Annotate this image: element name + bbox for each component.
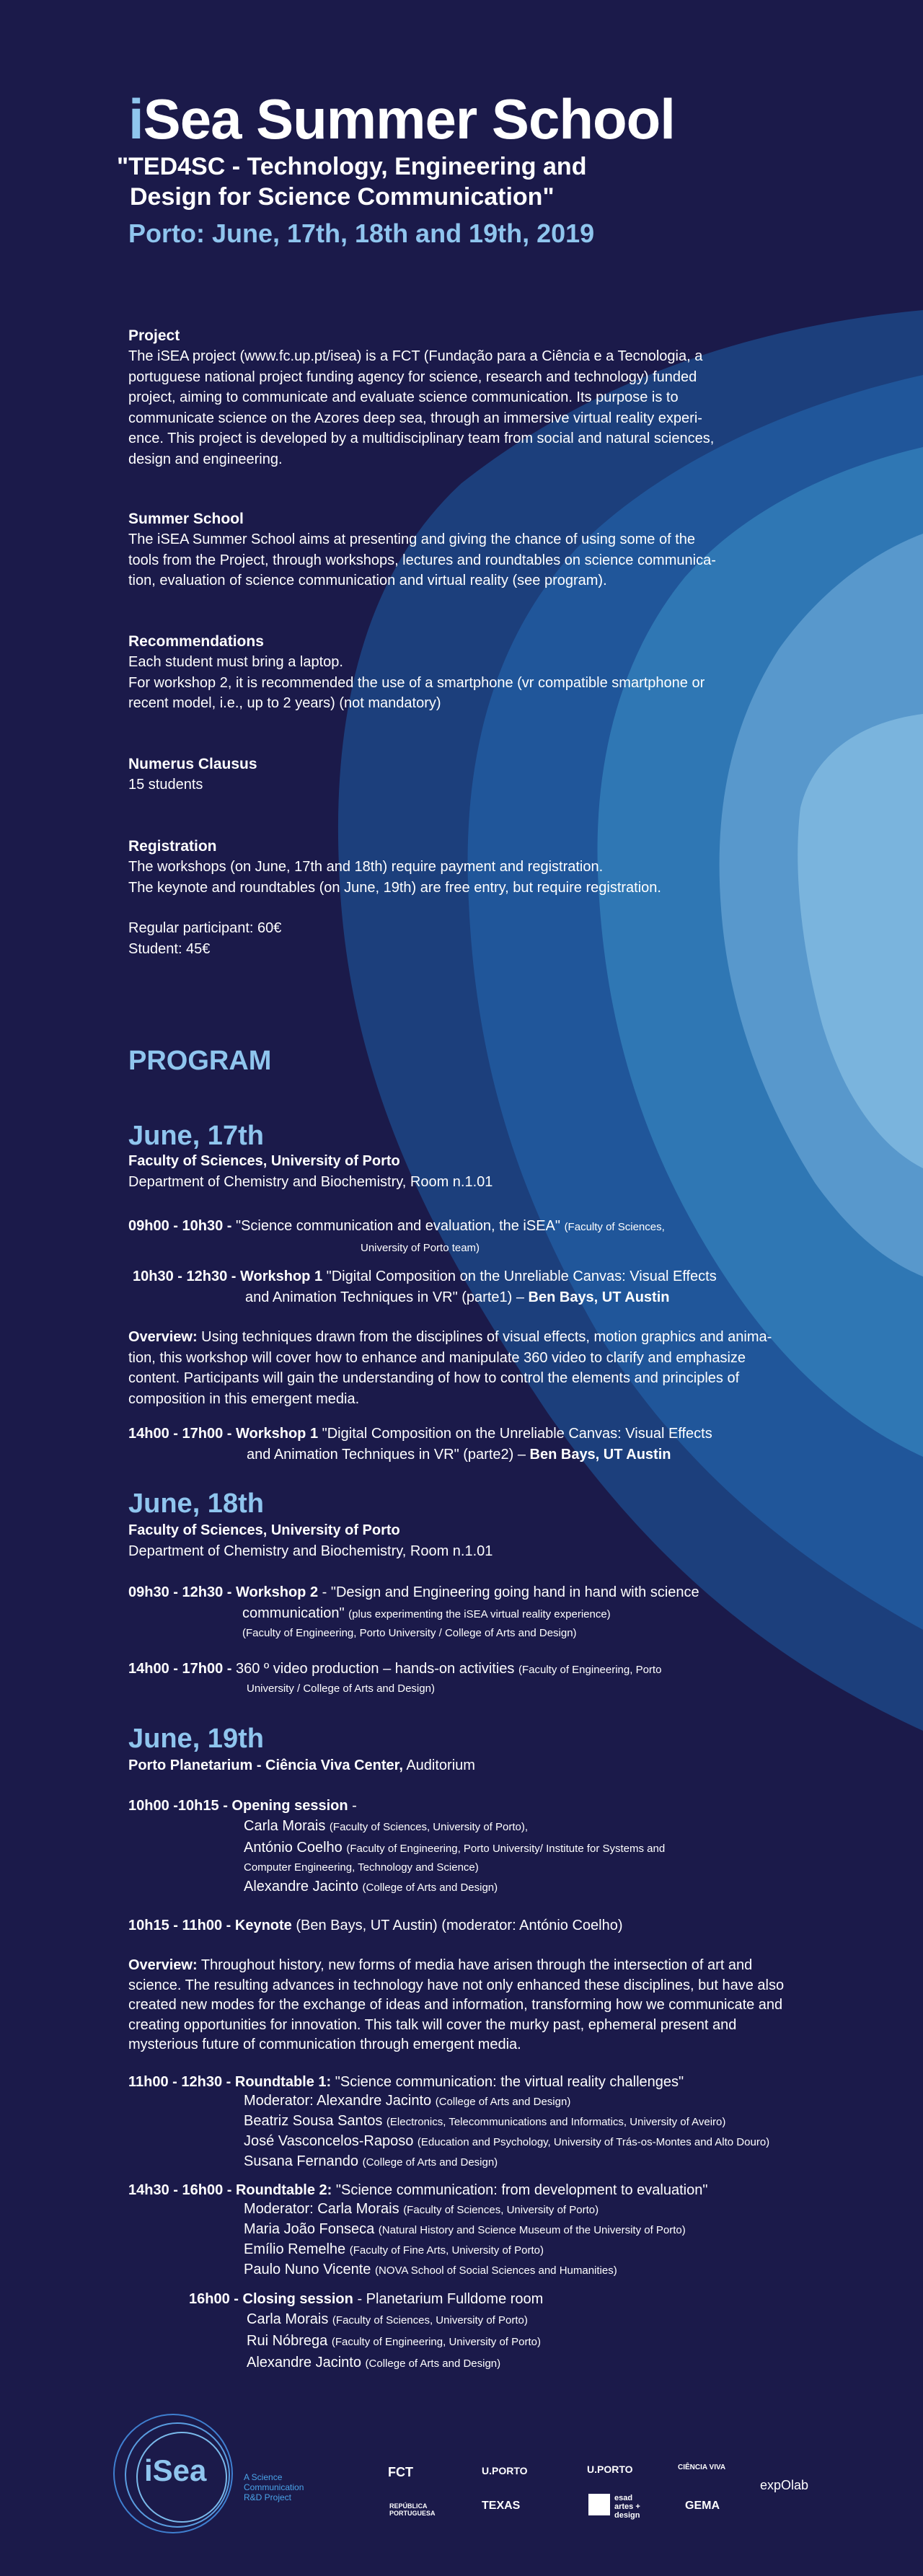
overview-line: science. The resulting advances in technology have not only enhanced these disciplines, but have also	[128, 1977, 785, 1993]
price-regular: Regular participant: 60€	[128, 920, 282, 936]
participant-affiliation: (Faculty of Engineering, University of Porto)	[331, 2336, 541, 2348]
participant-affiliation: (College of Arts and Design)	[435, 2096, 571, 2108]
participant-affiliation: (Education and Psychology, University of Trás-os-Montes and Alto Douro)	[417, 2136, 770, 2148]
overview-line: composition in this emergent media.	[128, 1390, 360, 1407]
section-heading: Recommendations	[128, 633, 264, 650]
overview-label: Overview:	[128, 1957, 198, 1973]
day1-overview	[128, 1327, 772, 1409]
session-note: University / College of Arts and Design)	[247, 1682, 435, 1695]
session-title: "Science communication: from development to evaluation"	[335, 2182, 708, 2198]
day3-venue-name: Porto Planetarium - Ciência Viva Center,	[128, 1757, 403, 1773]
session-title: 360 º video production – hands-on activities	[235, 1661, 515, 1677]
section-heading: Registration	[128, 838, 217, 855]
session-dash: -	[352, 1798, 357, 1814]
participant-name: António Coelho	[244, 1840, 343, 1856]
day1-title: June, 17th	[128, 1121, 264, 1151]
day3-overview	[128, 1956, 784, 2055]
session-speaker: Ben Bays, UT Austin	[529, 1446, 671, 1463]
overview-line: Throughout history, new forms of media have arisen through the intersection of art and	[200, 1957, 753, 1973]
session-note: (Faculty of Sciences,	[564, 1221, 665, 1233]
title-i: i	[128, 87, 143, 151]
event-dates: Porto: June, 17th, 18th and 19th, 2019	[128, 219, 595, 248]
body-line: tion, evaluation of science communication and virtual reality (see program).	[128, 573, 607, 588]
body-line: recent model, i.e., up to 2 years) (not mandatory)	[128, 695, 441, 711]
session-title: "Science communication and evaluation, the iSEA"	[235, 1218, 560, 1234]
participant-affiliation: (College of Arts and Design)	[362, 1882, 498, 1894]
participant-affiliation: Computer Engineering, Technology and Science)	[244, 1861, 479, 1874]
participant-affiliation: (Faculty of Sciences, University of Porto)	[403, 2204, 599, 2216]
uporto-feup-logo: U.PORTO	[587, 2463, 633, 2475]
overview-line: content. Participants will gain the understanding of how to control the elements and principles of	[128, 1370, 740, 1386]
session-title: communication"	[242, 1605, 345, 1621]
session-label: Opening session	[231, 1798, 348, 1814]
session-note: University of Porto team)	[361, 1241, 480, 1254]
session-title: "Digital Composition on the Unreliable Canvas: Visual Effects	[322, 1426, 712, 1442]
body-line: portuguese national project funding agency for science, research and technology) funded	[128, 369, 697, 385]
isea-logo	[108, 2409, 238, 2538]
session-label: Closing session	[242, 2291, 353, 2307]
session-label: Workshop 2	[235, 1584, 319, 1600]
session-title: (Ben Bays, UT Austin) (moderator: António Coelho)	[296, 1918, 623, 1933]
body-line: project, aiming to communicate and evaluate science communication. Its purpose is to	[128, 389, 679, 405]
overview-line: Using techniques drawn from the disciplines of visual effects, motion graphics and anima-	[201, 1329, 772, 1345]
esad-logo-mark	[588, 2494, 610, 2515]
overview-line: creating opportunities for innovation. This talk will cover the murky past, ephemeral present and	[128, 2016, 737, 2033]
overview-line: mysterious future of communication through emergent media.	[128, 2037, 521, 2052]
section-summer-school	[128, 509, 716, 591]
participant-affiliation: (Natural History and Science Museum of the University of Porto)	[378, 2224, 686, 2236]
body-line: For workshop 2, it is recommended the use of a smartphone (vr compatible smartphone or	[128, 674, 705, 691]
session-title: and Animation Techniques in VR" (parte1) –	[245, 1289, 524, 1305]
session-title: and Animation Techniques in VR" (parte2) –	[247, 1446, 526, 1463]
body-line: design and engineering.	[128, 451, 283, 467]
participant-affiliation: (College of Arts and Design)	[362, 2156, 498, 2169]
participant-affiliation: (Faculty of Fine Arts, University of Porto)	[349, 2244, 544, 2257]
participant-name: Susana Fernando	[244, 2153, 359, 2169]
day2-session2	[128, 1659, 661, 1697]
participant-name: Alexandre Jacinto	[244, 1879, 358, 1894]
section-recommendations	[128, 632, 705, 714]
explab-logo: expOlab	[760, 2478, 809, 2492]
day1-room: Department of Chemistry and Biochemistry, Room n.1.01	[128, 1173, 493, 1190]
session-time: 14h30 - 16h00 -	[128, 2182, 232, 2198]
tagline-line: Communication	[244, 2482, 304, 2492]
participant-name: Maria João Fonseca	[244, 2221, 375, 2237]
day3-roundtable1	[128, 2073, 769, 2172]
body-line: The keynote and roundtables (on June, 19th) are free entry, but require registration.	[128, 879, 661, 896]
session-time: 11h00 - 12h30 -	[128, 2074, 231, 2090]
subtitle-line: Design for Science Communication"	[130, 183, 555, 211]
moderator: Moderator: Alexandre Jacinto	[244, 2093, 432, 2109]
price-student: Student: 45€	[128, 940, 211, 957]
participant-name: Paulo Nuno Vicente	[244, 2262, 371, 2277]
day2-session1	[128, 1582, 699, 1642]
esad-logo: esad artes + design	[614, 2494, 640, 2520]
day1-session1	[128, 1216, 665, 1258]
participant-affiliation: (Electronics, Telecommunications and Informatics, University of Aveiro)	[386, 2116, 726, 2128]
participant-name: Beatriz Sousa Santos	[244, 2113, 383, 2129]
section-heading: Summer School	[128, 511, 244, 527]
uporto-logo: U.PORTO	[482, 2465, 528, 2476]
session-time: 09h00 - 10h30 -	[128, 1218, 232, 1234]
session-title: - "Design and Engineering going hand in hand with science	[322, 1584, 699, 1600]
session-label: Roundtable 2:	[235, 2182, 332, 2198]
body-line: The iSEA Summer School aims at presenting and giving the chance of using some of the	[128, 531, 695, 547]
day3-opening	[128, 1796, 665, 1898]
session-label: Workshop 1	[239, 1269, 323, 1284]
participant-name: José Vasconcelos-Raposo	[244, 2133, 414, 2149]
section-registration	[128, 837, 661, 959]
session-note: (Faculty of Engineering, Porto University / College of Arts and Design)	[242, 1627, 577, 1639]
session-label: Workshop 1	[235, 1426, 319, 1442]
tagline-line: A Science	[244, 2472, 283, 2482]
body-line: communicate science on the Azores deep sea, through an immersive virtual reality experi-	[128, 410, 702, 426]
program-heading: PROGRAM	[128, 1046, 272, 1076]
day2-venue-block	[128, 1520, 493, 1561]
subtitle-line: "TED4SC - Technology, Engineering and	[117, 153, 587, 180]
isea-tagline	[244, 2472, 304, 2502]
day1-session3	[128, 1424, 712, 1465]
section-project	[128, 326, 714, 469]
session-time: 14h00 - 17h00 -	[128, 1426, 232, 1442]
day1-venue-block	[128, 1151, 493, 1192]
poster-subtitle	[117, 151, 586, 212]
session-speaker: Ben Bays, UT Austin	[528, 1289, 670, 1305]
session-label: Keynote	[234, 1918, 292, 1933]
participant-name: Alexandre Jacinto	[247, 2355, 361, 2370]
body-line: tools from the Project, through workshops, lectures and roundtables on science communica-	[128, 552, 716, 568]
participant-affiliation: (NOVA School of Social Sciences and Humanities)	[375, 2264, 617, 2277]
ciencia-viva-logo: CIÊNCIA VIVA	[678, 2463, 726, 2471]
day3-roundtable2	[128, 2181, 707, 2280]
body-line: 15 students	[128, 777, 203, 793]
day3-title: June, 19th	[128, 1724, 264, 1754]
body-line: ence. This project is developed by a multidisciplinary team from social and natural sciences,	[128, 431, 715, 446]
session-title: - Planetarium Fulldome room	[357, 2291, 544, 2307]
overview-label: Overview:	[128, 1329, 198, 1345]
body-line: The workshops (on June, 17th and 18th) require payment and registration.	[128, 859, 604, 875]
day3-closing	[189, 2289, 543, 2374]
participant-name: Carla Morais	[244, 1818, 326, 1834]
day2-room: Department of Chemistry and Biochemistry, Room n.1.01	[128, 1543, 493, 1559]
overview-line: created new modes for the exchange of ideas and information, transforming how we communicate and	[128, 1997, 783, 2013]
session-time: 10h00 -10h15 -	[128, 1798, 228, 1814]
section-heading: Project	[128, 327, 180, 344]
fct-logo: FCT	[388, 2465, 413, 2479]
texas-logo: TEXAS	[482, 2500, 521, 2512]
participant-affiliation: (Faculty of Engineering, Porto University/ Institute for Systems and	[346, 1843, 666, 1855]
participant-affiliation: (College of Arts and Design)	[365, 2357, 501, 2370]
day2-venue: Faculty of Sciences, University of Porto	[128, 1522, 400, 1538]
day3-keynote	[128, 1915, 623, 1936]
section-numerus-clausus	[128, 754, 257, 795]
day1-session2	[133, 1266, 717, 1307]
session-time: 09h30 - 12h30 -	[128, 1584, 232, 1600]
gema-logo: GEMA	[685, 2500, 720, 2512]
participant-affiliation: (Faculty of Sciences, University of Porto)	[332, 2314, 528, 2326]
session-label: Roundtable 1:	[234, 2074, 332, 2090]
poster-title	[128, 87, 675, 151]
participant-affiliation: (Faculty of Sciences, University of Porto),	[329, 1821, 529, 1833]
session-title: "Digital Composition on the Unreliable Canvas: Visual Effects	[326, 1269, 717, 1284]
participant-name: Rui Nóbrega	[247, 2333, 328, 2349]
overview-line: tion, this workshop will cover how to enhance and manipulate 360 video to clarify and emphasize	[128, 1349, 746, 1366]
tagline-line: R&D Project	[244, 2492, 292, 2502]
session-time: 16h00 -	[189, 2291, 239, 2307]
session-title: "Science communication: the virtual reality challenges"	[335, 2074, 684, 2090]
moderator: Moderator: Carla Morais	[244, 2201, 399, 2217]
participant-name: Carla Morais	[247, 2311, 329, 2327]
day3-venue-room: Auditorium	[406, 1757, 475, 1773]
isea-logo-text: iSea	[144, 2453, 207, 2487]
session-note: (Faculty of Engineering, Porto	[518, 1664, 662, 1676]
session-time: 10h15 - 11h00 -	[128, 1918, 231, 1933]
body-line: The iSEA project (www.fc.up.pt/isea) is a FCT (Fundação para a Ciência e a Tecnologia, a	[128, 348, 703, 364]
title-rest: Sea Summer School	[143, 87, 675, 151]
body-line: Each student must bring a laptop.	[128, 654, 343, 670]
participant-name: Emílio Remelhe	[244, 2241, 346, 2257]
day3-venue	[128, 1755, 475, 1776]
day1-venue: Faculty of Sciences, University of Porto	[128, 1153, 400, 1169]
session-time: 14h00 - 17h00 -	[128, 1661, 232, 1677]
republica-portuguesa-logo: REPÚBLICA PORTUGUESA	[389, 2502, 436, 2517]
section-heading: Numerus Clausus	[128, 756, 257, 772]
day2-title: June, 18th	[128, 1488, 264, 1519]
session-note: (plus experimenting the iSEA virtual reality experience)	[348, 1607, 611, 1620]
session-time: 10h30 - 12h30 -	[133, 1269, 237, 1284]
